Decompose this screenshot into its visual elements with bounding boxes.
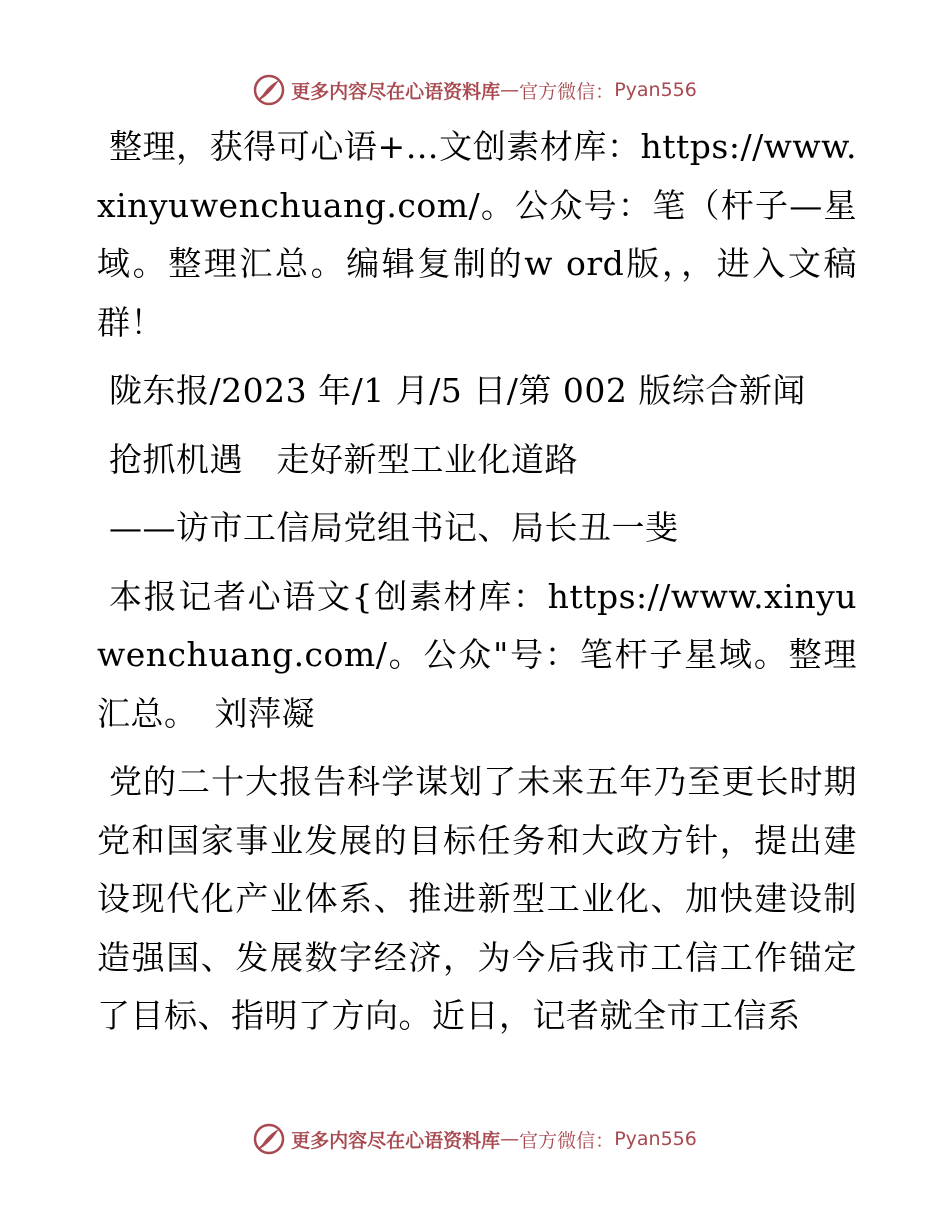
banner-wechat-id: Pyan556 [614, 79, 697, 101]
body-paragraph: 党的二十大报告科学谋划了未来五年乃至更长时期党和国家事业发展的目标任务和大政方针，提出建设现代化产业体系、推进新型工业化、加快建设制造强国、发展数字经济，为今后我市工信工作锚定了目标、指明了方向。近日，记者就全市工信系 [97, 762, 857, 1035]
article-title: 抢抓机遇 走好新型工业化道路 [109, 439, 578, 479]
intro-paragraph: 整理，获得可心语+…文创素材库：https://www.xinyuwenchuang.com/。公众号：笔（杆子—星域。整理汇总。编辑复制的w ord版，，进入文稿群！ [97, 127, 857, 342]
footer-banner [0, 1117, 950, 1161]
banner-sub-text: 官方微信： [519, 80, 615, 103]
byline-paragraph: 本报记者心语文{创素材库：https://www.xinyuwenchuang.com/。公众"号：笔杆子星域。整理汇总。 刘萍凝 [97, 576, 857, 733]
document-body [97, 118, 857, 1046]
feather-quill-logo-icon [253, 1123, 285, 1155]
article-subtitle: ——访市工信局党组书记、局长丑一斐 [109, 508, 679, 547]
banner-main-text: 更多内容尽在心语资料库 [291, 1129, 501, 1152]
banner-separator: — [500, 1128, 520, 1150]
banner-wechat-id: Pyan556 [614, 1128, 697, 1150]
banner-sub-text: 官方微信： [519, 1129, 615, 1152]
feather-quill-logo-icon [253, 74, 285, 106]
header-banner [0, 68, 950, 112]
newspaper-source-line: 陇东报/2023 年/1 月/5 日/第 002 版综合新闻 [109, 371, 806, 410]
banner-separator: — [500, 79, 520, 101]
banner-main-text: 更多内容尽在心语资料库 [291, 80, 501, 103]
